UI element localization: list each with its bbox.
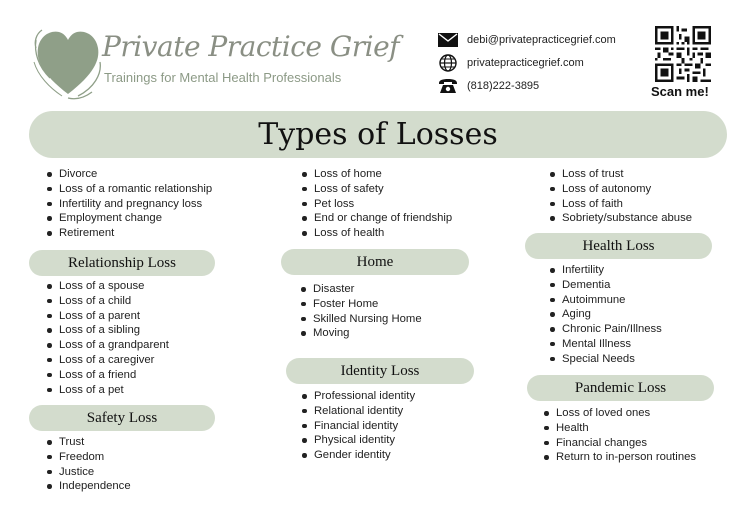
- list-item: Freedom: [46, 450, 131, 465]
- safety-loss-list: [46, 435, 131, 494]
- list-item: Autoimmune: [549, 293, 662, 308]
- list-item: Employment change: [46, 211, 212, 226]
- email-link[interactable]: debi@privatepracticegrief.com: [467, 33, 616, 46]
- phone-row[interactable]: [437, 74, 616, 97]
- heart-hands-icon: [32, 22, 104, 100]
- envelope-icon: [437, 31, 459, 49]
- list-item: Dementia: [549, 278, 662, 293]
- list-item: Return to in-person routines: [543, 450, 696, 465]
- brand-logo: [32, 22, 400, 102]
- list-item: Loss of safety: [301, 182, 452, 197]
- list-item: Foster Home: [300, 297, 422, 312]
- list-item: Financial identity: [301, 419, 415, 434]
- contact-info: [437, 28, 616, 97]
- list-item: Infertility and pregnancy loss: [46, 197, 212, 212]
- relationship-loss-list: [46, 279, 169, 397]
- list-item: Chronic Pain/Illness: [549, 322, 662, 337]
- list-item: Loss of a romantic relationship: [46, 182, 212, 197]
- col1-intro-list: [46, 167, 212, 241]
- list-item: Infertility: [549, 263, 662, 278]
- health-loss-list: [549, 263, 662, 367]
- list-item: Special Needs: [549, 352, 662, 367]
- list-item: Health: [543, 421, 696, 436]
- list-item: End or change of friendship: [301, 211, 452, 226]
- phone-number[interactable]: (818)222-3895: [467, 79, 540, 92]
- brand-name: Private Practice Grief: [102, 30, 400, 63]
- brand-tagline: Trainings for Mental Health Professionals: [104, 70, 342, 85]
- list-item: Mental Illness: [549, 337, 662, 352]
- website-row[interactable]: [437, 51, 616, 74]
- list-item: Skilled Nursing Home: [300, 312, 422, 327]
- list-item: Aging: [549, 307, 662, 322]
- home-list: [300, 282, 422, 341]
- list-item: Independence: [46, 479, 131, 494]
- list-item: Relational identity: [301, 404, 415, 419]
- list-item: Disaster: [300, 282, 422, 297]
- list-item: Loss of faith: [549, 197, 692, 212]
- qr-code[interactable]: [655, 26, 711, 82]
- list-item: Loss of health: [301, 226, 452, 241]
- list-item: Loss of a parent: [46, 309, 169, 324]
- section-heading-home: Home: [281, 249, 469, 275]
- list-item: Financial changes: [543, 436, 696, 451]
- list-item: Retirement: [46, 226, 212, 241]
- pandemic-loss-list: [543, 406, 696, 465]
- list-item: Physical identity: [301, 433, 415, 448]
- list-item: Loss of home: [301, 167, 452, 182]
- list-item: Divorce: [46, 167, 212, 182]
- list-item: Professional identity: [301, 389, 415, 404]
- list-item: Loss of trust: [549, 167, 692, 182]
- identity-loss-list: [301, 389, 415, 463]
- col2-intro-list: [301, 167, 452, 241]
- website-link[interactable]: privatepracticegrief.com: [467, 56, 584, 69]
- col3-intro-list: [549, 167, 692, 226]
- list-item: Loss of a caregiver: [46, 353, 169, 368]
- list-item: Loss of autonomy: [549, 182, 692, 197]
- section-heading-pandemic-loss: Pandemic Loss: [527, 375, 714, 401]
- section-heading-relationship-loss: Relationship Loss: [29, 250, 215, 276]
- list-item: Justice: [46, 465, 131, 480]
- list-item: Sobriety/substance abuse: [549, 211, 692, 226]
- list-item: Trust: [46, 435, 131, 450]
- section-heading-identity-loss: Identity Loss: [286, 358, 474, 384]
- list-item: Pet loss: [301, 197, 452, 212]
- list-item: Moving: [300, 326, 422, 341]
- list-item: Loss of a grandparent: [46, 338, 169, 353]
- list-item: Gender identity: [301, 448, 415, 463]
- email-row[interactable]: [437, 28, 616, 51]
- section-heading-safety-loss: Safety Loss: [29, 405, 215, 431]
- section-heading-health-loss: Health Loss: [525, 233, 712, 259]
- list-item: Loss of a friend: [46, 368, 169, 383]
- page-title: Types of Losses: [258, 117, 498, 152]
- globe-icon: [437, 54, 459, 72]
- title-banner: [29, 111, 727, 158]
- list-item: Loss of a spouse: [46, 279, 169, 294]
- phone-icon: [437, 77, 459, 95]
- list-item: Loss of loved ones: [543, 406, 696, 421]
- list-item: Loss of a child: [46, 294, 169, 309]
- list-item: Loss of a pet: [46, 383, 169, 398]
- list-item: Loss of a sibling: [46, 323, 169, 338]
- qr-caption: Scan me!: [651, 84, 709, 99]
